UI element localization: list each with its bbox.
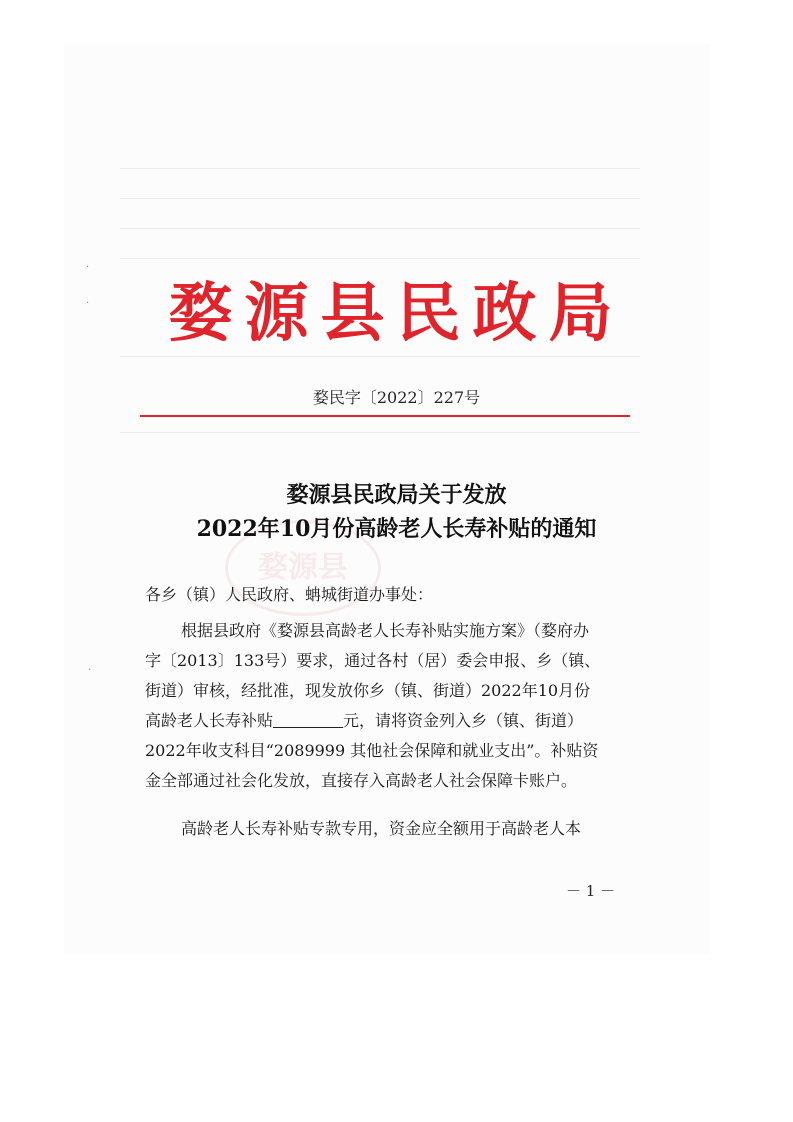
paragraph-line bbox=[145, 814, 630, 844]
paragraph-line: 街道）审核，经批准，现发放你乡（镇、街道）2022年10月份 bbox=[145, 681, 591, 700]
paragraph-line bbox=[145, 706, 630, 736]
paragraph-text: 高龄老人长寿补贴 bbox=[145, 711, 274, 730]
bleed-through-line bbox=[120, 258, 640, 259]
paragraph-line bbox=[145, 616, 630, 646]
page-number: － 1 － bbox=[566, 882, 616, 900]
paragraph-line: 字〔2013〕133号）要求，通过各村（居）委会申报、乡（镇、 bbox=[145, 651, 601, 670]
body-paragraph-1 bbox=[145, 616, 630, 796]
red-separator-line bbox=[140, 415, 630, 417]
bleed-through-line bbox=[120, 356, 640, 357]
notice-title-line2: 2022年10月份高龄老人长寿补贴的通知 bbox=[196, 516, 597, 542]
paragraph-text: 高龄老人长寿补贴专款专用，资金应全额用于高龄老人本 bbox=[181, 819, 582, 838]
paragraph-text: 元，请将资金列入乡（镇、街道） bbox=[343, 711, 584, 730]
notice-title-line1: 婺源县民政局关于发放 bbox=[286, 482, 507, 508]
official-seal: 婺源县 bbox=[225, 520, 381, 616]
scan-speck: · bbox=[88, 665, 92, 676]
salutation: 各乡（镇）人民政府、蚺城街道办事处： bbox=[145, 585, 434, 604]
paragraph-text: 根据县政府《婺源县高龄老人长寿补贴实施方案》（婺府办 bbox=[181, 621, 590, 640]
body-paragraph-2 bbox=[145, 814, 630, 844]
scan-speck: · bbox=[86, 262, 90, 273]
paragraph-line: 金全部通过社会化发放，直接存入高龄老人社会保障卡账户。 bbox=[145, 771, 578, 790]
bleed-through-line bbox=[120, 432, 640, 433]
agency-header: 婺源县民政局 bbox=[168, 276, 625, 351]
document-number: 婺民字〔2022〕227号 bbox=[312, 388, 481, 407]
bleed-through-line bbox=[120, 228, 640, 229]
amount-blank bbox=[273, 711, 343, 728]
scan-speck: · bbox=[86, 298, 90, 309]
bleed-through-line bbox=[120, 198, 640, 199]
paragraph-line: 2022年收支科目“2089999 其他社会保障和就业支出”。补贴资 bbox=[145, 741, 599, 760]
bleed-through-line bbox=[120, 168, 640, 169]
